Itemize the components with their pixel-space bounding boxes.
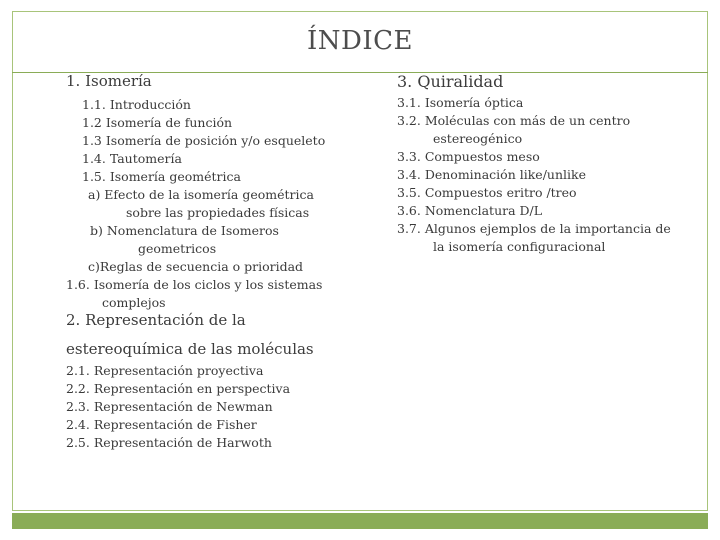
list-item: sobre las propiedades físicas — [126, 205, 310, 220]
list-item: 2.1. Representación proyectiva — [66, 363, 264, 378]
list-item: 2.5. Representación de Harwoth — [66, 435, 272, 450]
section-1-title: 1. Isomería — [66, 72, 152, 90]
section-3-list — [397, 94, 671, 256]
list-item: 1.4. Tautomería — [82, 151, 182, 166]
section-3-title: 3. Quiralidad — [397, 72, 504, 91]
list-item: 3.4. Denominación like/unlike — [397, 167, 586, 182]
footer-bar — [12, 513, 708, 529]
list-item: 3.2. Moléculas con más de un centro — [397, 113, 631, 128]
list-item: 3.6. Nomenclatura D/L — [397, 203, 543, 218]
list-item: c)Reglas de secuencia o prioridad — [88, 259, 304, 274]
list-item: 2.3. Representación de Newman — [66, 399, 273, 414]
list-item: a) Efecto de la isomería geométrica — [88, 187, 314, 202]
list-item: 1.3 Isomería de posición y/o esqueleto — [82, 133, 326, 148]
list-item: 3.5. Compuestos eritro /treo — [397, 185, 577, 200]
list-item: complejos — [102, 295, 166, 310]
list-item: 2.2. Representación en perspectiva — [66, 381, 291, 396]
list-item: 2.4. Representación de Fisher — [66, 417, 257, 432]
list-item: 3.3. Compuestos meso — [397, 149, 540, 164]
section-2-title: 2. Representación de la — [66, 311, 246, 329]
list-item: 1.5. Isomería geométrica — [82, 169, 241, 184]
list-item: 3.7. Algunos ejemplos de la importancia de — [397, 221, 671, 236]
section-2-list — [66, 362, 290, 452]
section-2-title-continued: estereoquímica de las moléculas — [66, 340, 314, 358]
list-item: 1.1. Introducción — [82, 97, 191, 112]
list-item: geometricos — [138, 241, 217, 256]
list-item: 3.1. Isomería óptica — [397, 95, 524, 110]
list-item: la isomería configuracional — [433, 239, 606, 254]
section-1-list — [66, 96, 325, 312]
list-item: 1.6. Isomería de los ciclos y los sistemas — [66, 277, 323, 292]
list-item: 1.2 Isomería de función — [82, 115, 233, 130]
list-item: b) Nomenclatura de Isomeros — [90, 223, 279, 238]
list-item: estereogénico — [433, 131, 523, 146]
page-title: ÍNDICE — [306, 26, 413, 56]
